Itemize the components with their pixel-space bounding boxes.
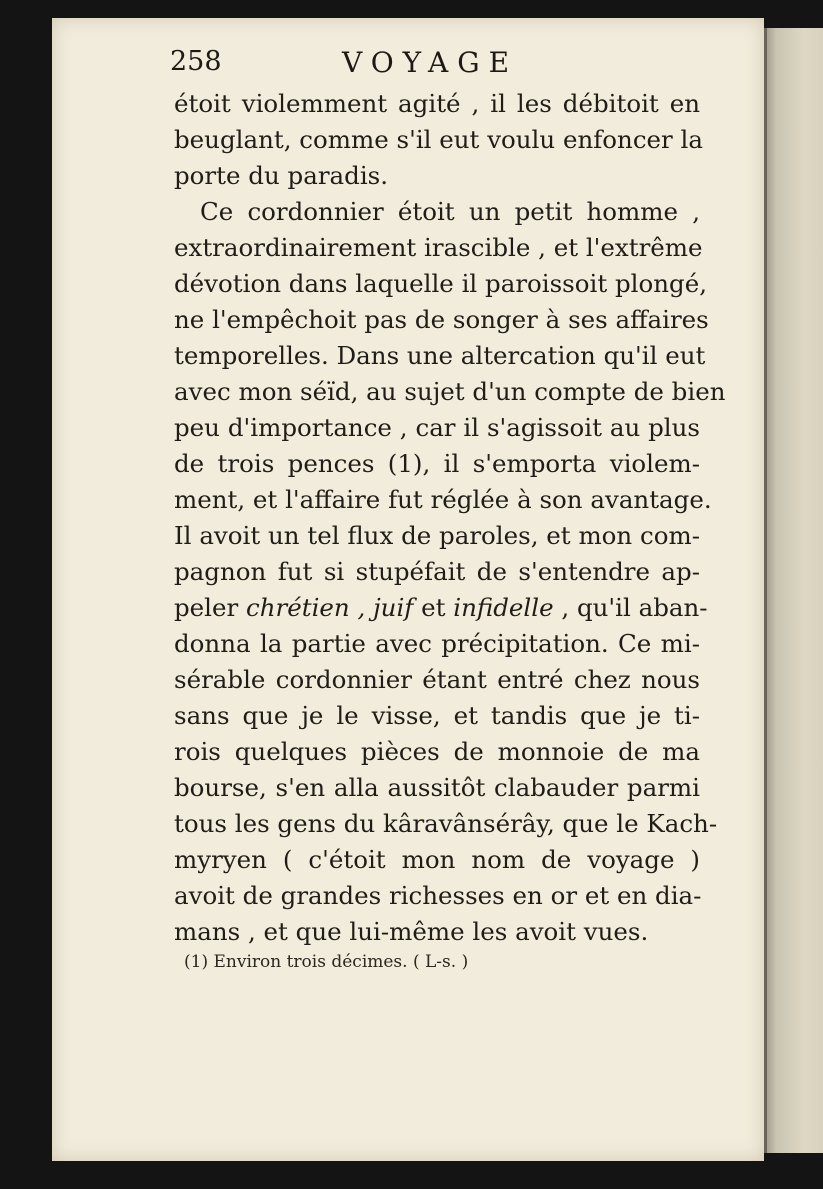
- text-line: bourse, s'en alla aussitôt clabauder parmi: [174, 773, 700, 802]
- text-segment: , qu'il aban-: [553, 593, 708, 622]
- text-line: extraordinairement irascible , et l'extrême: [174, 233, 703, 262]
- text-line: Il avoit un tel flux de paroles, et mon com-: [174, 521, 700, 550]
- text-line: sans que je le visse, et tandis que je ti-: [174, 701, 700, 730]
- text-line: tous les gens du kâravânsérây, que le Kach-: [174, 809, 718, 838]
- text-segment: et: [413, 593, 454, 622]
- italic-word: infidelle: [453, 593, 554, 622]
- page-gutter-shadow: [764, 28, 767, 1153]
- body-text: [174, 86, 726, 950]
- text-line: pagnon fut si stupéfait de s'entendre ap-: [174, 557, 700, 586]
- text-line: myryen ( c'étoit mon nom de voyage ): [174, 845, 700, 874]
- text-line: donna la partie avec précipitation. Ce mi-: [174, 629, 700, 658]
- footnote: (1) Environ trois décimes. ( L-s. ): [184, 952, 469, 972]
- page-header: [170, 46, 700, 82]
- text-line: sérable cordonnier étant entré chez nous: [174, 665, 700, 694]
- text-line: avoit de grandes richesses en or et en dia-: [174, 881, 702, 910]
- text-line: temporelles. Dans une altercation qu'il eut: [174, 341, 706, 370]
- text-line: ment, et l'affaire fut réglée à son avantage.: [174, 485, 712, 514]
- page-number: 258: [170, 46, 222, 77]
- text-line: de trois pences (1), il s'emporta violem-: [174, 449, 700, 478]
- text-line: avec mon séïd, au sujet d'un compte de bien: [174, 377, 726, 406]
- text-line: dévotion dans laquelle il paroissoit plongé,: [174, 269, 707, 298]
- italic-phrase: chrétien , juif: [246, 593, 414, 622]
- running-title: VOYAGE: [342, 46, 519, 79]
- text-line: rois quelques pièces de monnoie de ma: [174, 737, 700, 766]
- text-line: étoit violemment agité , il les débitoit en: [174, 89, 700, 118]
- adjacent-page-edge: [764, 28, 823, 1153]
- text-line: porte du paradis.: [174, 161, 389, 190]
- text-line: mans , et que lui-même les avoit vues.: [174, 917, 649, 946]
- text-line: Ce cordonnier étoit un petit homme ,: [200, 197, 700, 226]
- text-line-mixed: [174, 590, 708, 626]
- text-line: beuglant, comme s'il eut voulu enfoncer la: [174, 125, 703, 154]
- text-line: ne l'empêchoit pas de songer à ses affaires: [174, 305, 709, 334]
- text-segment: peler: [174, 593, 247, 622]
- text-line: peu d'importance , car il s'agissoit au plus: [174, 413, 700, 442]
